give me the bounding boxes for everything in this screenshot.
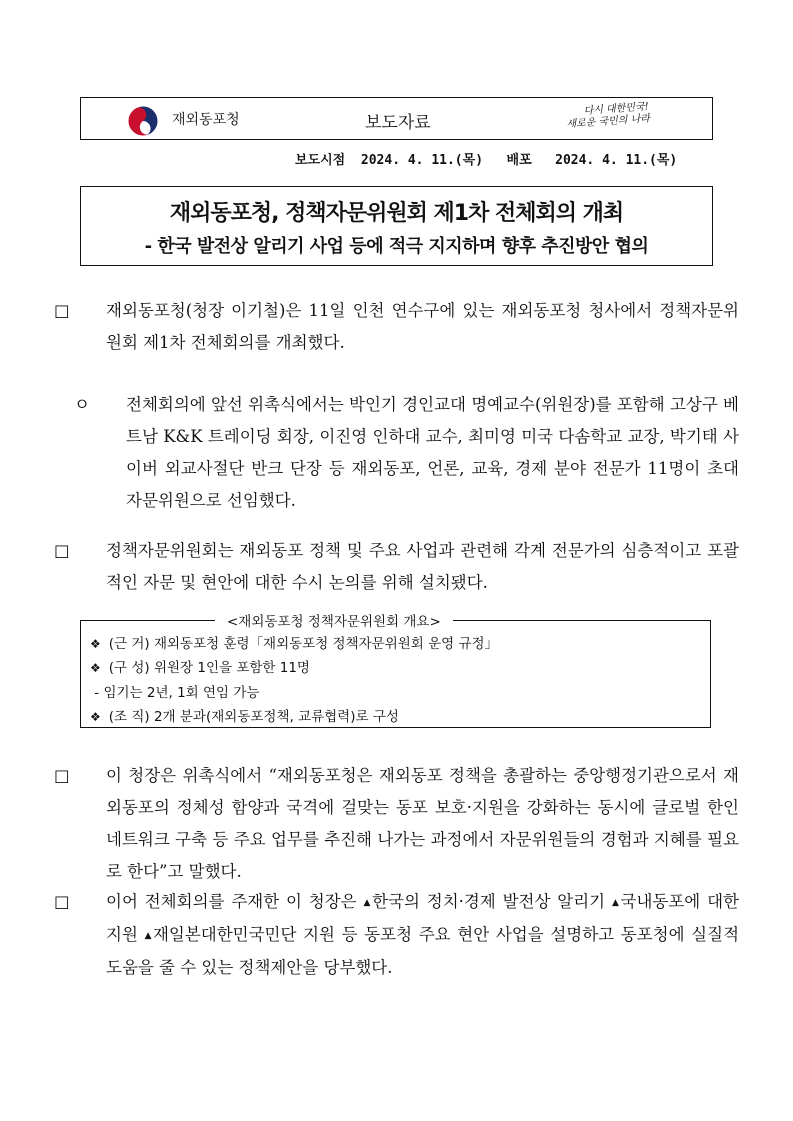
- paragraph-3-text: 정책자문위원회는 재외동포 정책 및 주요 사업과 관련해 각계 전문가의 심층적이고 포괄적인 자문 및 현안에 대한 수시 논의를 위해 설치됐다.: [106, 541, 739, 592]
- diamond-bullet-icon: ❖: [90, 710, 101, 724]
- taegeuk-logo-icon: [127, 105, 159, 137]
- release-date: 2024. 4. 11.(목): [360, 153, 484, 168]
- square-bullet: □: [54, 766, 70, 785]
- triangle-bullet-icon: ▲: [363, 898, 373, 908]
- agency-name: 재외동포청: [172, 112, 240, 128]
- triangle-bullet-icon: ▲: [144, 931, 153, 941]
- paragraph-2-text: 전체회의에 앞선 위촉식에서는 박인기 경인교대 명예교수(위원장)를 포함해 고상구 베트남 K&K 트레이딩 회장, 이진영 인하대 교수, 최미영 미국 다솜학교 교장, 박기태 사이버 외교사절단 반크 단장 등 재외동포, 언론, 교육, 경제 분야 전문가 11명이 초대 자문위원으로 선임했다.: [126, 395, 739, 510]
- summary-line-basis: ❖ (근 거) 재외동포청 훈령「재외동포청 정책자문위원회 운영 규정」: [90, 636, 499, 652]
- document-type: 보도자료: [365, 113, 431, 133]
- diamond-bullet-icon: ❖: [90, 637, 101, 651]
- paragraph-4-text: 이 청장은 위촉식에서 “재외동포청은 재외동포 정책을 총괄하는 중앙행정기관으로서 재외동포의 정체성 함양과 국격에 걸맞는 동포 보호·지원을 강화하는 동시에 글로벌 한인 네트워크 구축 등 주요 업무를 추진해 나가는 과정에서 자문위원들의 경험과 지혜를 필요로 한다”고 말했다.: [106, 766, 739, 881]
- square-bullet: □: [54, 301, 70, 320]
- paragraph-2: [74, 389, 739, 517]
- paragraph-1-text: 재외동포청(청장 이기철)은 11일 인천 연수구에 있는 재외동포청 청사에서 정책자문위원회 제1차 전체회의를 개최했다.: [106, 301, 739, 352]
- summary-line-organization: ❖ (조 직) 2개 분과(재외동포정책, 교류협력)로 구성: [90, 709, 399, 725]
- summary-title: <재외동포청 정책자문위원회 개요>: [215, 610, 453, 630]
- summary-line-composition: ❖ (구 성) 위원장 1인을 포함한 11명: [90, 660, 310, 676]
- paragraph-4: [54, 760, 739, 888]
- paragraph-5: □ 이어 전체회의를 주재한 이 청장은 ▲한국의 정치·경제 발전상 알리기 ▲국내동포에 대한 지원 ▲재일본대한민국민단 지원 등 동포청 주요 현안 사업을 설명하고 동포청에 실질적 도움을 줄 수 있는 정책제안을 당부했다.: [80, 886, 739, 984]
- release-dates: [295, 149, 677, 168]
- diamond-bullet-icon: ❖: [90, 661, 101, 675]
- subheadline: - 한국 발전상 알리기 사업 등에 적극 지지하며 향후 추진방안 협의: [144, 236, 649, 257]
- slogan-line-1: 다시 대한민국!: [583, 101, 650, 117]
- circle-bullet: ㅇ: [74, 395, 90, 414]
- headline: 재외동포청, 정책자문위원회 제1차 전체회의 개최: [169, 201, 624, 226]
- release-label: 보도시점: [295, 153, 346, 168]
- triangle-bullet-icon: ▲: [612, 898, 621, 908]
- square-bullet: □: [54, 541, 70, 560]
- summary-line-term: - 임기는 2년, 1회 연임 가능: [90, 685, 260, 701]
- slogan-line-2: 새로운 국민의 나라: [566, 113, 651, 131]
- paragraph-1: [54, 295, 739, 359]
- distribute-label: 배포: [506, 153, 532, 168]
- square-bullet: □: [54, 892, 70, 911]
- distribute-date: 2024. 4. 11.(목): [555, 153, 678, 168]
- paragraph-3: [54, 535, 739, 599]
